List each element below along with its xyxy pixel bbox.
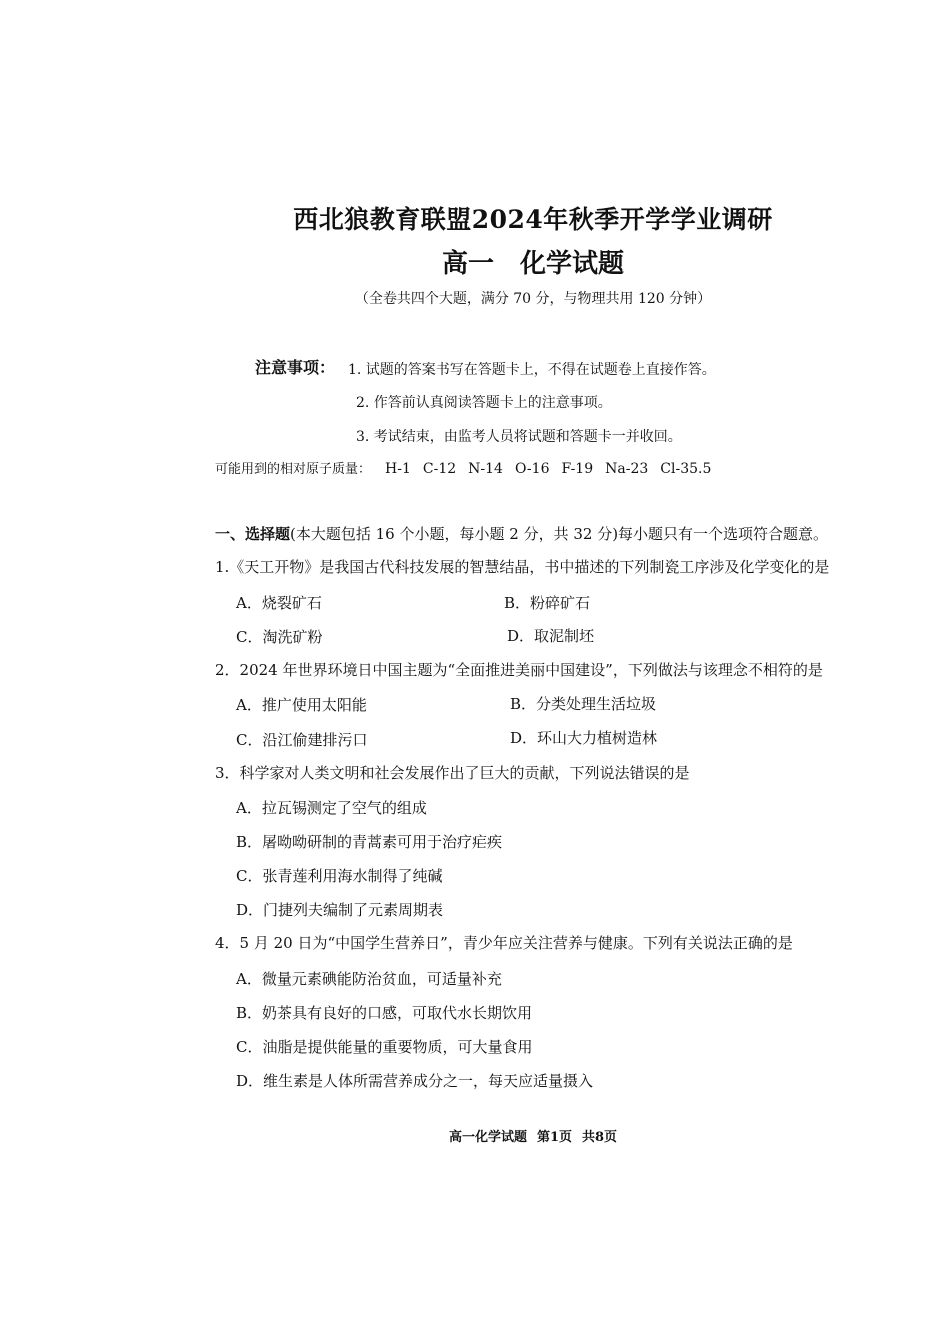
footer-total-pages: 共8页 xyxy=(582,1130,618,1145)
exam-subject-line xyxy=(0,243,950,280)
footer-page-number: 第1页 xyxy=(536,1130,572,1145)
question-stem: 1.《天工开物》是我国古代科技发展的智慧结晶，书中描述的下列制瓷工序涉及化学变化的是 xyxy=(215,558,830,576)
option: A．烧裂矿石 xyxy=(236,594,322,612)
option: D．取泥制坯 xyxy=(507,627,595,645)
question-stem: 3．科学家对人类文明和社会发展作出了巨大的贡献，下列说法错误的是 xyxy=(215,764,690,782)
atomic-mass: O-16 xyxy=(514,461,550,477)
note-item: 2. 作答前认真阅读答题卡上的注意事项。 xyxy=(356,395,612,411)
atomic-mass: H-1 xyxy=(385,461,411,477)
atomic-mass: C-12 xyxy=(422,461,457,477)
footer-exam-name: 高一化学试题 xyxy=(448,1130,527,1145)
option: B．粉碎矿石 xyxy=(504,594,591,612)
option: D．门捷列夫编制了元素周期表 xyxy=(236,901,444,919)
atomic-masses-label: 可能用到的相对原子质量： xyxy=(215,462,372,477)
note-item: 3. 考试结束，由监考人员将试题和答题卡一并收回。 xyxy=(356,429,682,445)
question-stem: 4．5 月 20 日为“中国学生营养日”，青少年应关注营养与健康。下列有关说法正确的是 xyxy=(215,934,793,952)
atomic-mass: N-14 xyxy=(468,461,503,477)
atomic-mass: Na-23 xyxy=(605,461,649,477)
atomic-mass: Cl-35.5 xyxy=(660,461,712,477)
page-footer xyxy=(0,1126,950,1145)
question-stem: 2．2024 年世界环境日中国主题为“全面推进美丽中国建设”，下列做法与该理念不相符的是 xyxy=(215,661,823,679)
grade-label: 高一 xyxy=(441,249,494,279)
option: A．微量元素碘能防治贫血，可适量补充 xyxy=(236,970,502,988)
exam-title: 西北狼教育联盟2024年秋季开学学业调研 xyxy=(293,205,773,234)
option: B．分类处理生活垃圾 xyxy=(510,695,657,713)
option: C．张青莲利用海水制得了纯碱 xyxy=(236,867,443,885)
option: C．淘洗矿粉 xyxy=(236,628,323,646)
option: A．拉瓦锡测定了空气的组成 xyxy=(236,799,427,817)
option: B．奶茶具有良好的口感，可取代水长期饮用 xyxy=(236,1004,533,1022)
atomic-mass: F-19 xyxy=(561,461,594,477)
option: D．环山大力植树造林 xyxy=(510,729,658,747)
section-desc: (本大题包括 16 个小题，每小题 2 分，共 32 分)每小题只有一个选项符合题意。 xyxy=(290,525,829,543)
option: C．油脂是提供能量的重要物质，可大量食用 xyxy=(236,1038,533,1056)
section-heading xyxy=(215,523,828,544)
option: A．推广使用太阳能 xyxy=(236,696,367,714)
note-item: 1. 试题的答案书写在答题卡上，不得在试题卷上直接作答。 xyxy=(348,362,716,378)
notes-label: 注意事项： xyxy=(255,358,336,377)
subject-label: 化学试题 xyxy=(520,249,625,279)
option: C．沿江偷建排污口 xyxy=(236,731,368,749)
option: B．屠呦呦研制的青蒿素可用于治疗疟疾 xyxy=(236,833,503,851)
atomic-masses xyxy=(215,458,723,477)
option: D．维生素是人体所需营养成分之一，每天应适量摄入 xyxy=(236,1072,594,1090)
section-title: 一、选择题 xyxy=(215,525,291,543)
exam-subtitle: （全卷共四个大题，满分 70 分，与物理共用 120 分钟） xyxy=(354,291,712,307)
